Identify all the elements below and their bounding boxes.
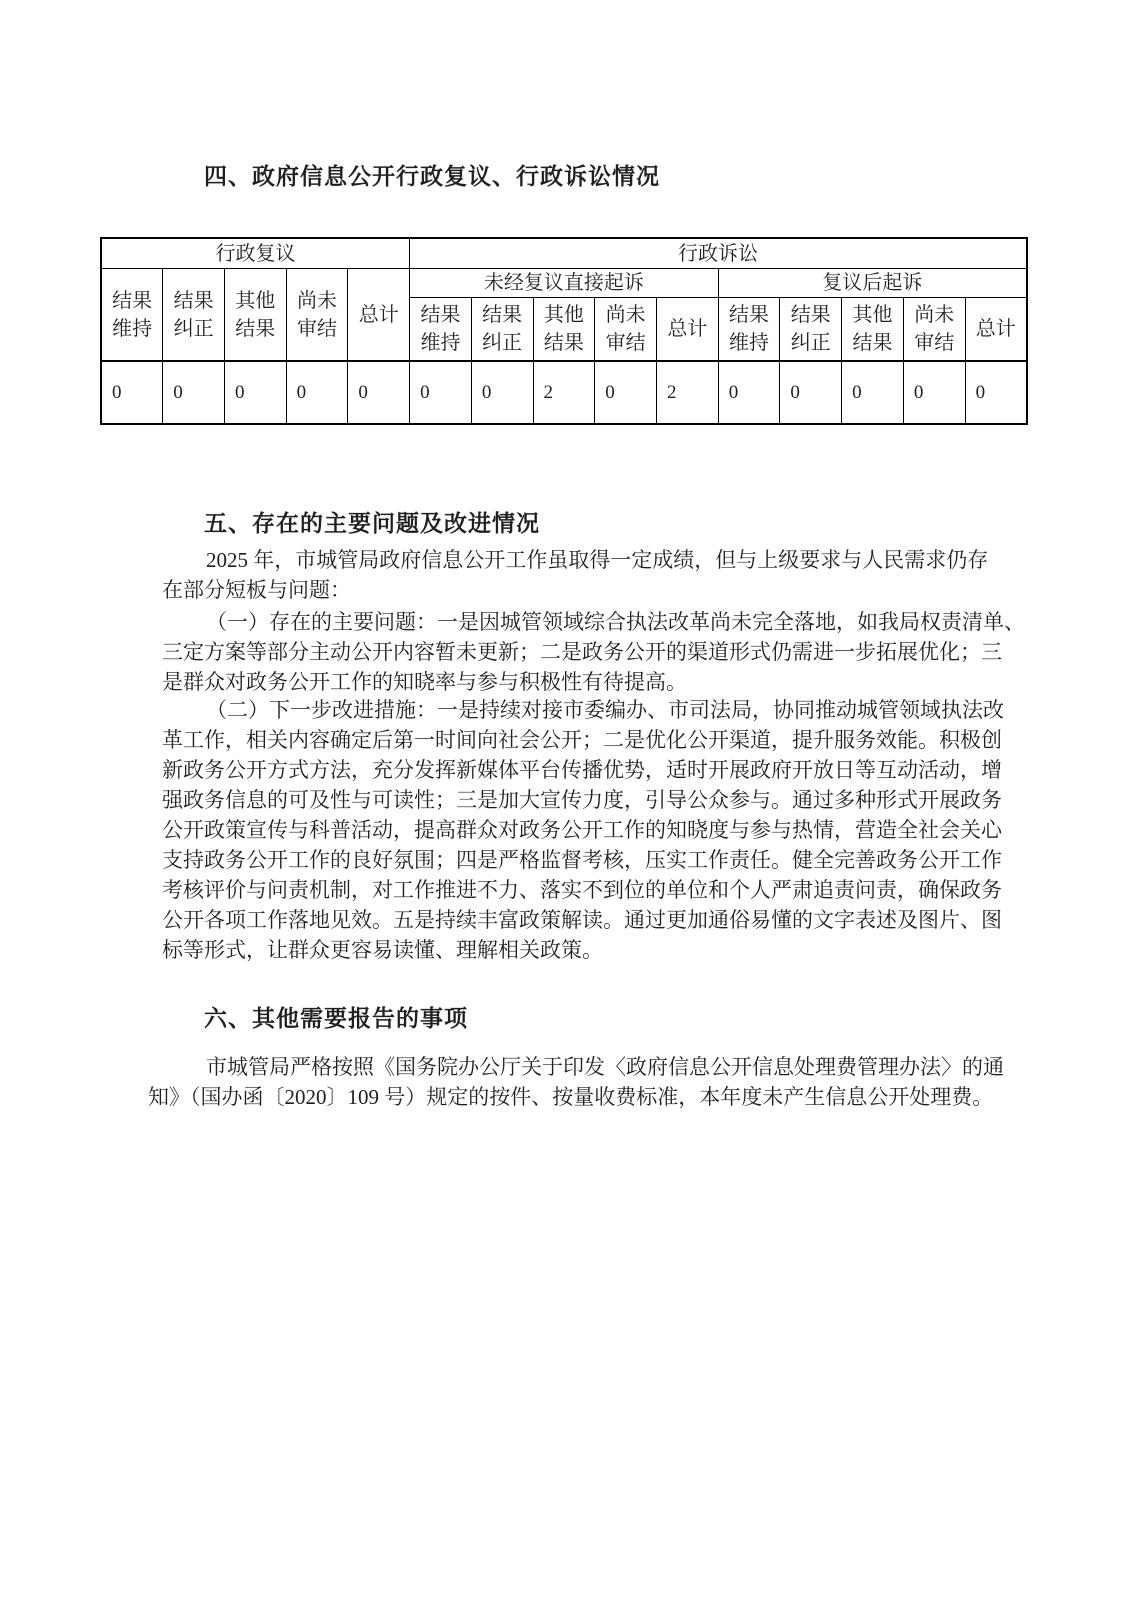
text-line: 考核评价与问责机制，对工作推进不力、落实不到位的单位和个人严肃追责问责，确保政务	[162, 878, 1002, 902]
text-line: 2025 年，市城管局政府信息公开工作虽取得一定成绩，但与上级要求与人民需求仍存	[206, 548, 989, 572]
text-line: 标等形式，让群众更容易读懂、理解相关政策。	[162, 938, 603, 962]
table-header-after-total: 总计	[965, 298, 1027, 362]
text-line: （一）存在的主要问题：一是因城管领域综合执法改革尚未完全落地，如我局权责清单、	[206, 610, 1025, 634]
text-line: 市城管局严格按照《国务院办公厅关于印发〈政府信息公开信息处理费管理办法〉的通	[206, 1055, 1004, 1079]
section-heading-review-litigation: 四、政府信息公开行政复议、行政诉讼情况	[204, 163, 660, 189]
table-value-after-other: 0	[842, 361, 904, 424]
text-line: 强政务信息的可及性与可读性；三是加大宣传力度，引导公众参与。通过多种形式开展政务	[162, 788, 1002, 812]
paragraph-other-matters	[148, 1052, 1004, 1112]
table-header-review-total: 总计	[348, 269, 410, 362]
table-value-direct-pending: 0	[595, 361, 657, 424]
table-header-review-pending: 尚未审结	[286, 269, 348, 362]
table-header-direct-upheld: 结果维持	[410, 298, 472, 362]
table-header-review-other: 其他结果	[224, 269, 286, 362]
text-line: 是群众对政务公开工作的知晓率与参与积极性有待提高。	[162, 670, 687, 694]
text-line: 新政务公开方式方法，充分发挥新媒体平台传播优势，适时开展政府开放日等互动活动，增	[162, 758, 1002, 782]
text-line: 知》（国办函〔2020〕109 号）规定的按件、按量收费标准，本年度未产生信息公开处理费。	[148, 1085, 994, 1109]
text-line: 支持政务公开工作的良好氛围；四是严格监督考核，压实工作责任。健全完善政务公开工作	[162, 848, 1002, 872]
table-header-after-upheld: 结果维持	[718, 298, 780, 362]
text-line: （二）下一步改进措施：一是持续对接市委编办、市司法局，协同推动城管领域执法改	[206, 698, 1004, 722]
table-value-after-upheld: 0	[718, 361, 780, 424]
table-header-review-upheld: 结果维持	[101, 269, 163, 362]
table-value-review-corrected: 0	[163, 361, 225, 424]
review-litigation-table	[100, 237, 1028, 425]
table-header-review-corrected: 结果纠正	[163, 269, 225, 362]
table-value-after-pending: 0	[903, 361, 965, 424]
paragraph-main-problems	[162, 607, 1025, 697]
table-value-review-other: 0	[224, 361, 286, 424]
table-header-after-other: 其他结果	[842, 298, 904, 362]
table-header-direct-corrected: 结果纠正	[471, 298, 533, 362]
table-value-review-pending: 0	[286, 361, 348, 424]
table-header-direct-total: 总计	[656, 298, 718, 362]
table-group-header-litigation: 行政诉讼	[410, 238, 1027, 269]
table-value-after-total: 0	[965, 361, 1027, 424]
table-header-after-pending: 尚未审结	[903, 298, 965, 362]
text-line: 三定方案等部分主动公开内容暂未更新；二是政务公开的渠道形式仍需进一步拓展优化；三	[162, 640, 1002, 664]
table-header-after-corrected: 结果纠正	[780, 298, 842, 362]
section-heading-problems: 五、存在的主要问题及改进情况	[204, 510, 540, 536]
text-line: 革工作，相关内容确定后第一时间向社会公开；二是优化公开渠道，提升服务效能。积极创	[162, 728, 1002, 752]
table-header-direct-other: 其他结果	[533, 298, 595, 362]
section-heading-other-matters: 六、其他需要报告的事项	[204, 1005, 468, 1031]
table-subgroup-header-after-review: 复议后起诉	[718, 269, 1027, 298]
table-value-review-total: 0	[348, 361, 410, 424]
table-value-review-upheld: 0	[101, 361, 163, 424]
text-line: 公开各项工作落地见效。五是持续丰富政策解读。通过更加通俗易懂的文字表述及图片、图	[162, 908, 1002, 932]
table-group-header-review: 行政复议	[101, 238, 410, 269]
table-value-direct-total: 2	[656, 361, 718, 424]
text-line: 公开政策宣传与科普活动，提高群众对政务公开工作的知晓度与参与热情，营造全社会关心	[162, 818, 1002, 842]
paragraph-intro	[162, 545, 989, 605]
table-header-direct-pending: 尚未审结	[595, 298, 657, 362]
table-subgroup-header-direct: 未经复议直接起诉	[410, 269, 719, 298]
table-value-after-corrected: 0	[780, 361, 842, 424]
text-line: 在部分短板与问题：	[162, 578, 351, 602]
paragraph-improvement-measures	[162, 695, 1004, 965]
table-value-direct-upheld: 0	[410, 361, 472, 424]
review-litigation-table-wrapper	[100, 237, 1028, 425]
table-value-direct-other: 2	[533, 361, 595, 424]
table-value-direct-corrected: 0	[471, 361, 533, 424]
